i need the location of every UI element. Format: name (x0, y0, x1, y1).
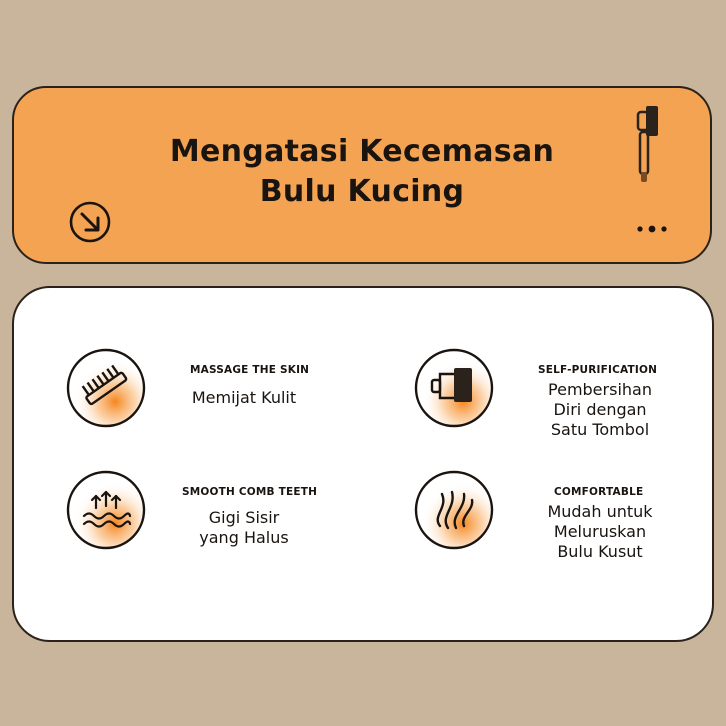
banner-title-line-1: Mengatasi Kecemasan (169, 134, 555, 169)
banner-title-line-2: Bulu Kucing (259, 174, 465, 209)
grooming-brush-icon (626, 102, 670, 188)
feature-text-massage (174, 388, 314, 408)
banner-title (14, 132, 710, 212)
feature-text-comfortable (528, 502, 672, 562)
feature-heading-comfortable: COMFORTABLE (554, 486, 644, 498)
feature-text-line: Bulu Kusut (557, 542, 643, 561)
feature-text-line: Diri dengan (553, 400, 647, 419)
feature-heading-smooth-comb: SMOOTH COMB TEETH (182, 486, 318, 498)
feature-text-line: Memijat Kulit (191, 388, 297, 407)
feature-text-line: yang Halus (199, 528, 289, 547)
feature-heading-massage: MASSAGE THE SKIN (190, 364, 310, 376)
feature-text-smooth-comb (174, 508, 314, 548)
features-card (12, 286, 714, 642)
comb-icon (66, 348, 146, 428)
title-banner (12, 86, 712, 264)
flowing-hair-icon (414, 470, 494, 550)
arrow-down-right-icon (68, 200, 112, 244)
feature-heading-self-purification: SELF-PURIFICATION (538, 364, 658, 376)
feature-text-line: Satu Tombol (550, 420, 650, 439)
feature-text-line: Gigi Sisir (208, 508, 280, 527)
wave-arrows-icon (66, 470, 146, 550)
more-dots-icon (636, 224, 672, 234)
feature-text-line: Pembersihan (548, 380, 652, 399)
feature-text-line: Meluruskan (553, 522, 647, 541)
feature-text-line: Mudah untuk (547, 502, 653, 521)
brush-head-icon (414, 348, 494, 428)
feature-text-self-purification (528, 380, 672, 440)
